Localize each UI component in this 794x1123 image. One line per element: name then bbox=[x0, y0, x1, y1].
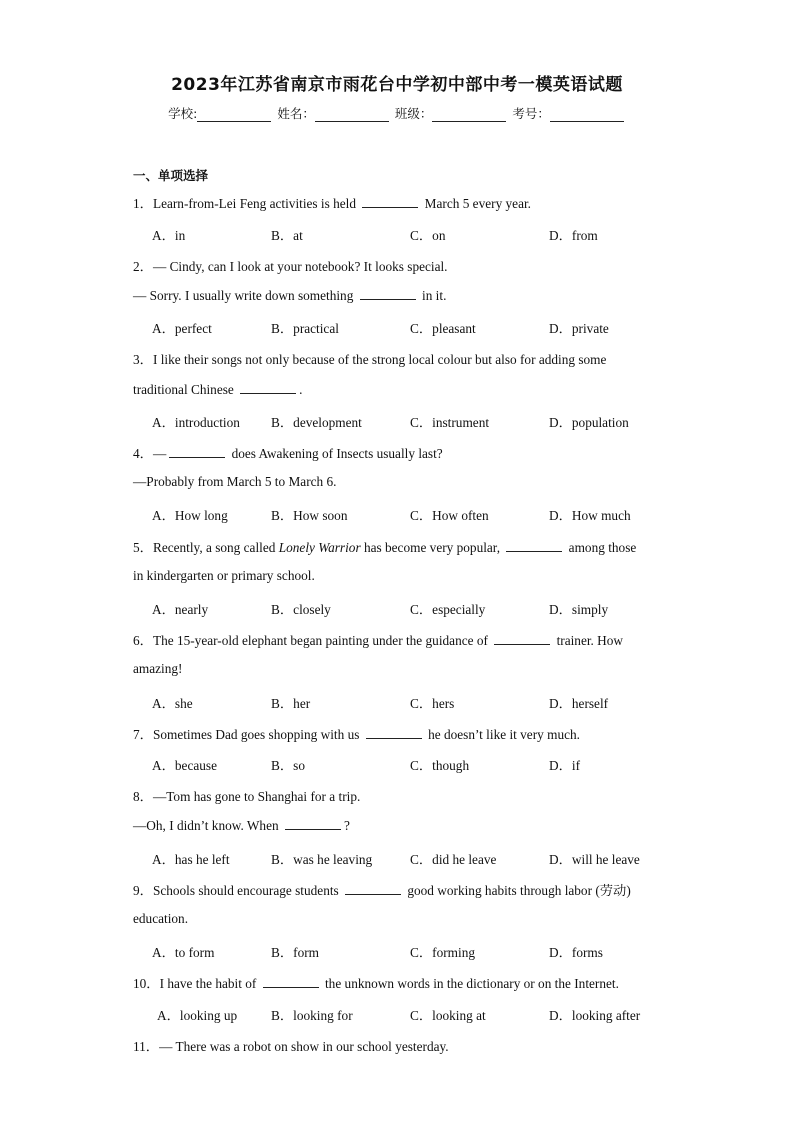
question-6-options bbox=[0, 693, 794, 711]
option-b: B．was he leaving bbox=[271, 852, 373, 867]
option-b: B．practical bbox=[271, 321, 339, 336]
page-title: 2023年江苏省南京市雨花台中学初中部中考一模英语试题 bbox=[171, 75, 623, 95]
option-b: B．How soon bbox=[271, 508, 348, 523]
section-heading: 一、单项选择 bbox=[133, 168, 209, 183]
question-9-line-1: 9．Schools should encourage students good working habits through labor (劳动) bbox=[133, 883, 631, 898]
option-d: D．herself bbox=[549, 696, 609, 711]
question-3-line-2: traditional Chinese . bbox=[133, 382, 303, 397]
option-b: B．her bbox=[271, 696, 311, 711]
option-d: D．private bbox=[549, 321, 609, 336]
option-d: D．from bbox=[549, 228, 598, 243]
option-b: B．development bbox=[271, 415, 362, 430]
option-c: C．How often bbox=[410, 508, 489, 523]
option-a: A．perfect bbox=[152, 321, 212, 336]
option-a: A．looking up bbox=[157, 1008, 238, 1023]
school-label: 学校: bbox=[168, 106, 198, 121]
option-d: D．population bbox=[549, 415, 629, 430]
question-4-line-2: —Probably from March 5 to March 6. bbox=[133, 474, 337, 489]
option-a: A．she bbox=[152, 696, 193, 711]
question-7-options bbox=[0, 755, 794, 773]
class-label: 班级： bbox=[394, 106, 433, 121]
option-a: A．nearly bbox=[152, 602, 209, 617]
song-title: Lonely Warrior bbox=[278, 540, 361, 555]
option-d: D．looking after bbox=[549, 1008, 641, 1023]
question-9-options bbox=[0, 942, 794, 960]
question-8-line-1: 8．—Tom has gone to Shanghai for a trip. bbox=[133, 789, 361, 804]
question-1-line-1: 1．Learn-from-Lei Feng activities is held March 5 every year. bbox=[133, 196, 532, 211]
exam-number-label: 考号： bbox=[512, 106, 550, 121]
answer-blank bbox=[362, 195, 418, 208]
question-3-line-1: 3．I like their songs not only because of the strong local colour but also for adding some bbox=[133, 352, 607, 367]
question-3-options bbox=[0, 412, 794, 430]
option-a: A．has he left bbox=[152, 852, 230, 867]
option-b: B．at bbox=[271, 228, 303, 243]
question-9-line-2: education. bbox=[133, 911, 189, 926]
name-blank bbox=[315, 107, 389, 122]
option-c: C．did he leave bbox=[410, 852, 497, 867]
option-c: C．pleasant bbox=[410, 321, 476, 336]
option-a: A．introduction bbox=[152, 415, 240, 430]
question-7-line-1: 7．Sometimes Dad goes shopping with us he doesn’t like it very much. bbox=[133, 727, 580, 742]
question-2-line-1: 2．— Cindy, can I look at your notebook? It looks special. bbox=[133, 259, 448, 274]
student-info-row bbox=[0, 104, 794, 122]
option-b: B．so bbox=[271, 758, 305, 773]
question-6-line-1: 6．The 15-year-old elephant began painting under the guidance of trainer. How bbox=[133, 633, 624, 648]
question-6-line-2: amazing! bbox=[133, 661, 183, 676]
option-a: A．How long bbox=[152, 508, 228, 523]
option-b: B．closely bbox=[271, 602, 331, 617]
name-label: 姓名： bbox=[277, 106, 315, 121]
option-a: A．because bbox=[152, 758, 217, 773]
option-c: C．instrument bbox=[410, 415, 490, 430]
question-1-options bbox=[0, 225, 794, 243]
option-a: A．in bbox=[152, 228, 186, 243]
option-d: D．forms bbox=[549, 945, 603, 960]
option-c: C．looking at bbox=[410, 1008, 486, 1023]
option-b: B．form bbox=[271, 945, 320, 960]
question-2-options bbox=[0, 318, 794, 336]
question-10-options bbox=[0, 1005, 794, 1023]
option-d: D．will he leave bbox=[549, 852, 640, 867]
option-c: C．though bbox=[410, 758, 470, 773]
question-8-line-2: —Oh, I didn’t know. When ? bbox=[133, 818, 350, 833]
question-8-options bbox=[0, 849, 794, 867]
option-c: C．especially bbox=[410, 602, 486, 617]
option-c: C．hers bbox=[410, 696, 455, 711]
option-c: C．forming bbox=[410, 945, 476, 960]
question-5-line-2: in kindergarten or primary school. bbox=[133, 568, 315, 583]
option-a: A．to form bbox=[152, 945, 215, 960]
option-d: D．if bbox=[549, 758, 581, 773]
question-4-options bbox=[0, 505, 794, 523]
question-10-line-1: 10．I have the habit of the unknown words in the dictionary or on the Internet. bbox=[133, 976, 619, 991]
question-11-line-1: 11．— There was a robot on show in our school yesterday. bbox=[133, 1039, 449, 1054]
question-2-line-2: — Sorry. I usually write down something in it. bbox=[133, 288, 447, 303]
question-5-options bbox=[0, 599, 794, 617]
question-5-line-1: 5．Recently, a song called Lonely Warrior has become very popular, among those bbox=[133, 540, 637, 555]
option-d: D．How much bbox=[549, 508, 631, 523]
option-c: C．on bbox=[410, 228, 446, 243]
exam-number-blank bbox=[550, 107, 624, 122]
option-b: B．looking for bbox=[271, 1008, 353, 1023]
school-blank bbox=[197, 107, 271, 122]
question-4-line-1: 4．— does Awakening of Insects usually last? bbox=[133, 446, 443, 461]
class-blank bbox=[432, 107, 506, 122]
option-d: D．simply bbox=[549, 602, 609, 617]
